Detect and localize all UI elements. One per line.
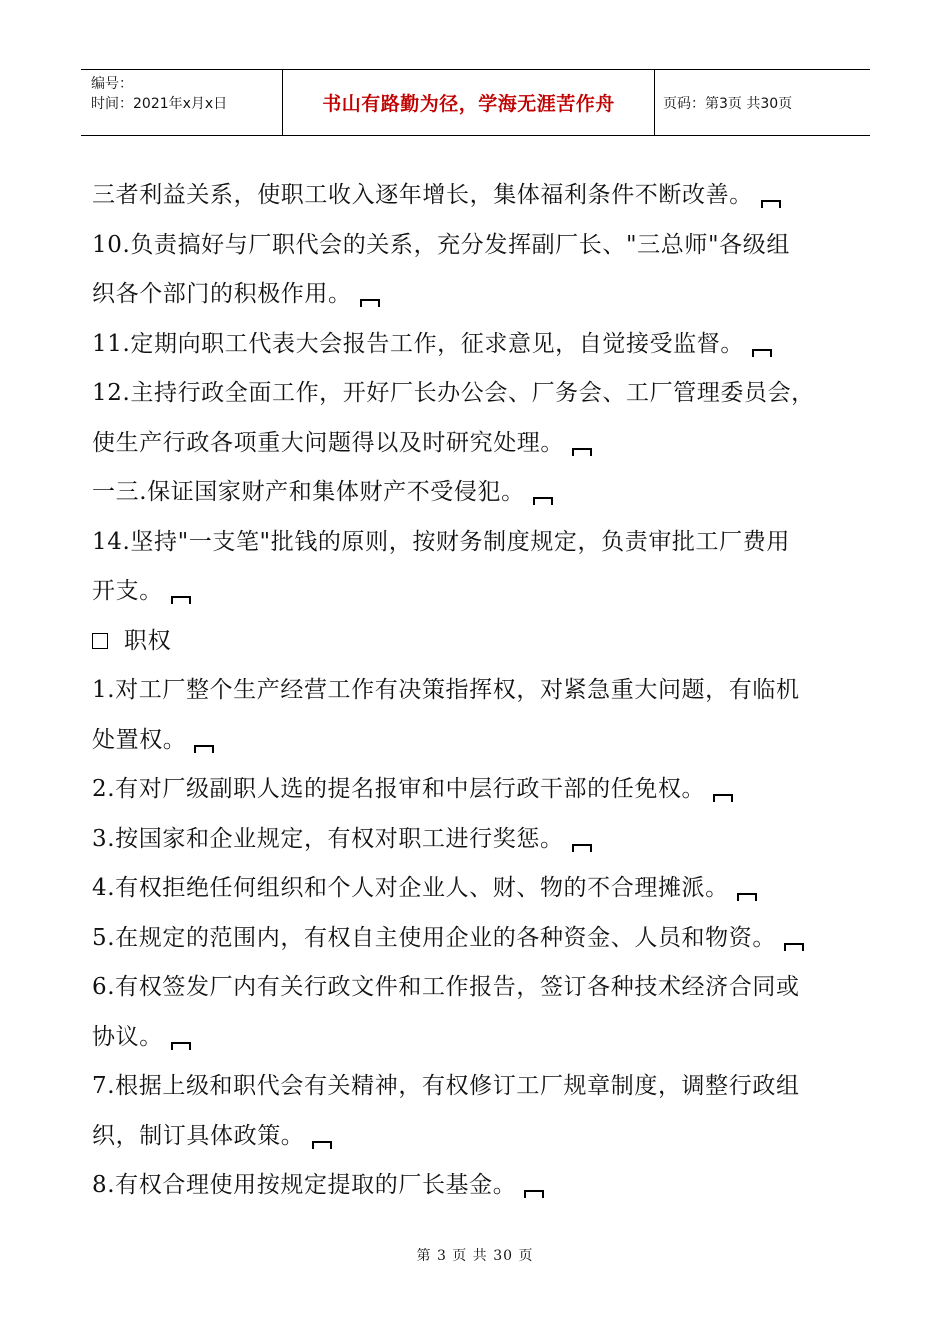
body-line: 织各个部门的积极作用。 [92,270,867,320]
footer-page-number: 第 3 页 共 30 页 [416,1248,534,1264]
document-body [92,171,867,1211]
body-line: 7.根据上级和职代会有关精神，有权修订工厂规章制度，调整行政组 [92,1073,800,1099]
section-heading: 职权 [92,617,867,667]
body-line: 4.有权拒绝任何组织和个人对企业人、财、物的不合理摊派。 [92,864,867,914]
paragraph-mark-icon [713,794,733,802]
date-label: 时间：2021年x月x日 [91,96,228,112]
body-line: 一三.保证国家财产和集体财产不受侵犯。 [92,468,867,518]
body-line: 11.定期向职工代表大会报告工作，征求意见，自觉接受监督。 [92,320,867,370]
paragraph-mark-icon [784,943,804,951]
header-motto: 书山有路勤为径，学海无涯苦作舟 [322,93,615,115]
paragraph-mark-icon [761,200,781,208]
serial-number-label: 编号： [91,76,133,92]
body-line: 协议。 [92,1013,867,1063]
body-line: 使生产行政各项重大问题得以及时研究处理。 [92,419,867,469]
paragraph-mark-icon [737,893,757,901]
page-info-text: 页码：第3页 共30页 [663,95,793,112]
header-page-info [655,70,870,135]
paragraph-mark-icon [533,497,553,505]
body-line: 3.按国家和企业规定，有权对职工进行奖惩。 [92,815,867,865]
paragraph-mark-icon [360,299,380,307]
paragraph-mark-icon [312,1141,332,1149]
body-line: 10.负责搞好与厂职代会的关系，充分发挥副厂长、"三总师"各级组 [92,231,790,258]
body-line: 1.对工厂整个生产经营工作有决策指挥权，对紧急重大问题，有临机 [92,677,800,703]
body-line: 8.有权合理使用按规定提取的厂长基金。 [92,1161,867,1211]
body-line: 织，制订具体政策。 [92,1112,867,1162]
paragraph-mark-icon [171,1042,191,1050]
paragraph-mark-icon [524,1190,544,1198]
paragraph-mark-icon [752,349,772,357]
header-motto-cell [283,70,655,135]
checkbox-icon [92,633,108,649]
page-footer [0,1245,950,1265]
paragraph-mark-icon [572,844,592,852]
paragraph-mark-icon [572,448,592,456]
paragraph-mark-icon [194,745,214,753]
body-line: 5.在规定的范围内，有权自主使用企业的各种资金、人员和物资。 [92,914,867,964]
body-line: 处置权。 [92,716,867,766]
document-header [81,69,870,136]
body-line: 14.坚持"一支笔"批钱的原则，按财务制度规定，负责审批工厂费用 [92,528,790,555]
paragraph-mark-icon [171,596,191,604]
body-line: 12.主持行政全面工作，开好厂长办公会、厂务会、工厂管理委员会， [92,380,815,406]
body-line: 三者利益关系，使职工收入逐年增长，集体福利条件不断改善。 [92,171,867,221]
body-line: 6.有权签发厂内有关行政文件和工作报告，签订各种技术经济合同或 [92,974,800,1000]
body-line: 开支。 [92,567,867,617]
body-line: 2.有对厂级副职人选的提名报审和中层行政干部的任免权。 [92,765,867,815]
header-meta [81,70,283,135]
